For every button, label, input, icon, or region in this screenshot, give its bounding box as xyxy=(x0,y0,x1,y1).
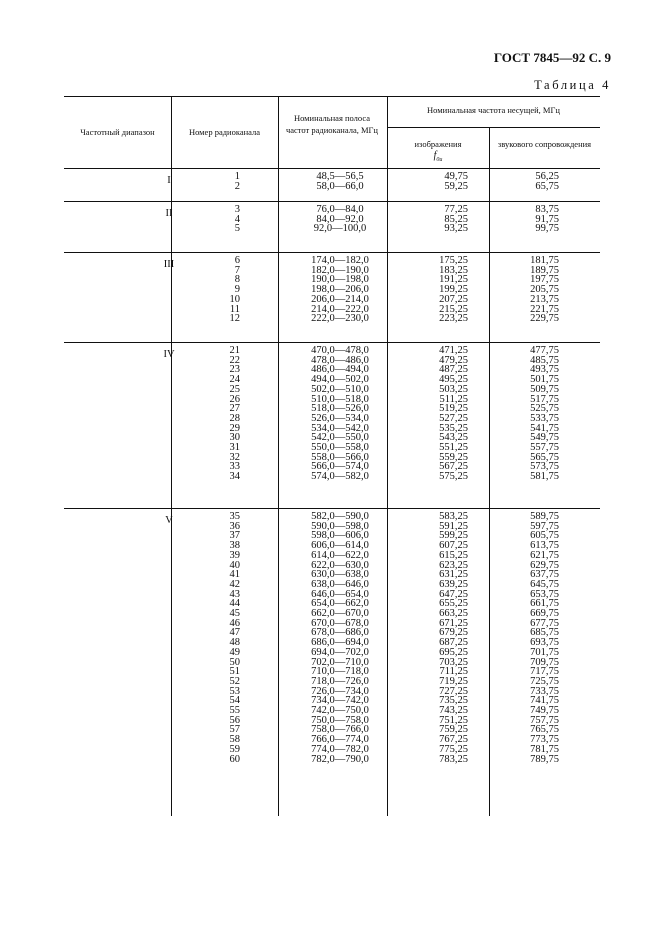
sound-carrier-cell: 757,75 xyxy=(530,714,559,726)
image-carrier-cell: 59,25 xyxy=(444,180,468,192)
sound-carrier-cell: 661,75 xyxy=(530,598,559,610)
channel-number-cell: 41 xyxy=(229,569,240,581)
channel-number-cell: 10 xyxy=(229,293,240,305)
channel-number-cell: 12 xyxy=(229,313,240,325)
channel-number-cell: 9 xyxy=(234,284,240,296)
image-carrier-cell: 49,75 xyxy=(444,171,468,182)
image-carrier-cell: 679,25 xyxy=(439,627,468,639)
header-channel: Номер радиоканала xyxy=(188,127,261,137)
header-range: Частотный диапазон xyxy=(80,127,155,137)
sound-carrier-cell: 65,75 xyxy=(535,180,559,192)
channel-number-cell: 25 xyxy=(229,383,240,395)
sound-carrier-cell: 557,75 xyxy=(530,442,559,453)
image-carrier-cell: 775,25 xyxy=(439,743,468,755)
image-carrier-cell: 551,25 xyxy=(439,442,468,453)
band-range-cell: 750,0—758,0 xyxy=(311,714,369,726)
image-carrier-cell: 671,25 xyxy=(439,617,468,629)
channel-number-cell: 37 xyxy=(229,530,240,542)
sound-carrier-cell: 605,75 xyxy=(530,530,559,542)
band-range-cell: 470,0—478,0 xyxy=(311,345,369,356)
sound-carrier-cell: 99,75 xyxy=(535,223,559,235)
channel-number-cell: 1 xyxy=(234,171,240,182)
band-range-cell: 84,0—92,0 xyxy=(316,213,364,225)
channel-number-cell: 21 xyxy=(229,345,240,356)
image-carrier-cell: 583,25 xyxy=(439,511,468,522)
header-image-symbol xyxy=(387,150,489,166)
image-carrier-cell: 471,25 xyxy=(439,345,468,356)
band-range-cell: 758,0—766,0 xyxy=(311,724,369,736)
band-range-cell: 76,0—84,0 xyxy=(316,204,364,215)
band-range-cell: 48,5—56,5 xyxy=(316,171,364,182)
band-range-cell: 622,0—630,0 xyxy=(311,559,369,571)
sound-carrier-cell: 573,75 xyxy=(530,461,559,473)
sound-carrier-cell: 621,75 xyxy=(530,549,559,561)
band-range-cell: 478,0—486,0 xyxy=(311,354,369,366)
band-range-cell: 182,0—190,0 xyxy=(311,264,369,276)
image-carrier-cell: 215,25 xyxy=(439,303,468,315)
image-carrier-cell: 511,25 xyxy=(439,393,468,405)
band-range-cell: 590,0—598,0 xyxy=(311,520,369,532)
sound-carrier-cell: 717,75 xyxy=(530,666,559,678)
image-carrier-cell: 183,25 xyxy=(439,264,468,276)
band-range-cell: 510,0—518,0 xyxy=(311,393,369,405)
image-carrier-cell: 175,25 xyxy=(439,255,468,266)
image-carrier-cell: 575,25 xyxy=(439,471,468,483)
channel-number-cell: 24 xyxy=(229,374,240,386)
sound-carrier-cell: 749,75 xyxy=(530,705,559,716)
image-carrier-cell: 567,25 xyxy=(439,461,468,473)
band-range-cell: 598,0—606,0 xyxy=(311,530,369,542)
band-range-cell: 534,0—542,0 xyxy=(311,422,369,434)
sound-carrier-cell: 773,75 xyxy=(530,734,559,746)
image-carrier-cell: 487,25 xyxy=(439,364,468,376)
sound-carrier-cell: 677,75 xyxy=(530,617,559,629)
sound-carrier-cell: 789,75 xyxy=(530,753,559,765)
band-separator-rule xyxy=(64,252,600,253)
channel-number-cell: 50 xyxy=(229,656,240,668)
band-range-cell: 174,0—182,0 xyxy=(311,255,369,266)
image-carrier-cell: 191,25 xyxy=(439,274,468,286)
channel-number-cell: 36 xyxy=(229,520,240,532)
band-range-cell: 678,0—686,0 xyxy=(311,627,369,639)
sound-carrier-cell: 597,75 xyxy=(530,520,559,532)
sound-carrier-cell: 629,75 xyxy=(530,559,559,571)
header-image xyxy=(387,138,489,166)
band-range-cell: 198,0—206,0 xyxy=(311,284,369,296)
band-range-cell: 662,0—670,0 xyxy=(311,608,369,619)
band-name: III xyxy=(163,259,175,270)
channel-number-cell: 2 xyxy=(234,180,240,192)
image-carrier-cell: 479,25 xyxy=(439,354,468,366)
channel-number-cell: 35 xyxy=(229,511,240,522)
sound-carrier-cell: 669,75 xyxy=(530,608,559,619)
table-row xyxy=(64,472,600,482)
image-carrier-cell: 695,25 xyxy=(439,646,468,658)
image-carrier-cell: 599,25 xyxy=(439,530,468,542)
sound-carrier-cell: 533,75 xyxy=(530,412,559,424)
header-bottom-rule xyxy=(64,168,600,169)
table-row xyxy=(64,224,600,234)
sound-carrier-cell: 477,75 xyxy=(530,345,559,356)
sound-carrier-cell: 189,75 xyxy=(530,264,559,276)
table-caption: Таблица 4 xyxy=(534,78,611,92)
image-carrier-cell: 647,25 xyxy=(439,588,468,600)
band-range-cell: 582,0—590,0 xyxy=(311,511,369,522)
channel-number-cell: 60 xyxy=(229,753,240,765)
image-carrier-cell: 527,25 xyxy=(439,412,468,424)
image-carrier-cell: 207,25 xyxy=(439,293,468,305)
page-header: ГОСТ 7845—92 С. 9 xyxy=(493,50,611,65)
band-separator-rule xyxy=(64,201,600,202)
channel-number-cell: 47 xyxy=(229,627,240,639)
channel-number-cell: 22 xyxy=(229,354,240,366)
channel-number-cell: 11 xyxy=(229,303,240,315)
channel-number-cell: 55 xyxy=(229,705,240,716)
sound-carrier-cell: 693,75 xyxy=(530,637,559,649)
sound-carrier-cell: 205,75 xyxy=(530,284,559,296)
image-carrier-cell: 495,25 xyxy=(439,374,468,386)
channel-number-cell: 57 xyxy=(229,724,240,736)
channel-number-cell: 58 xyxy=(229,734,240,746)
sound-carrier-cell: 589,75 xyxy=(530,511,559,522)
image-carrier-cell: 623,25 xyxy=(439,559,468,571)
table-row xyxy=(64,314,600,324)
band-range-cell: 654,0—662,0 xyxy=(311,598,369,610)
channel-number-cell: 45 xyxy=(229,608,240,619)
sound-carrier-cell: 701,75 xyxy=(530,646,559,658)
image-carrier-cell: 719,25 xyxy=(439,675,468,687)
sound-carrier-cell: 653,75 xyxy=(530,588,559,600)
channel-number-cell: 7 xyxy=(234,264,240,276)
band-range-cell: 486,0—494,0 xyxy=(311,364,369,376)
sound-carrier-cell: 581,75 xyxy=(530,471,559,483)
band-range-cell: 782,0—790,0 xyxy=(311,753,369,765)
image-carrier-cell: 85,25 xyxy=(444,213,468,225)
band-name: I xyxy=(167,175,171,186)
sound-carrier-cell: 56,25 xyxy=(535,171,559,182)
band-separator-rule xyxy=(64,508,600,509)
image-carrier-cell: 93,25 xyxy=(444,223,468,235)
band-range-cell: 702,0—710,0 xyxy=(311,656,369,668)
channel-number-cell: 23 xyxy=(229,364,240,376)
band-range-cell: 686,0—694,0 xyxy=(311,637,369,649)
band-range-cell: 542,0—550,0 xyxy=(311,432,369,444)
image-carrier-cell: 77,25 xyxy=(444,204,468,215)
sound-carrier-cell: 525,75 xyxy=(530,403,559,415)
header-image-label: изображения xyxy=(414,139,462,149)
image-carrier-cell: 727,25 xyxy=(439,685,468,697)
image-carrier-cell: 711,25 xyxy=(439,666,468,678)
channel-number-cell: 38 xyxy=(229,540,240,552)
band-range-cell: 494,0—502,0 xyxy=(311,374,369,386)
band-range-cell: 526,0—534,0 xyxy=(311,412,369,424)
channel-number-cell: 8 xyxy=(234,274,240,286)
band-name: V xyxy=(165,515,173,526)
image-carrier-cell: 223,25 xyxy=(439,313,468,325)
channel-number-cell: 32 xyxy=(229,451,240,463)
sound-carrier-cell: 645,75 xyxy=(530,578,559,590)
header-carrier: Номинальная частота несущей, МГц xyxy=(427,105,560,115)
channel-number-cell: 28 xyxy=(229,412,240,424)
band-range-cell: 606,0—614,0 xyxy=(311,540,369,552)
channel-number-cell: 44 xyxy=(229,598,240,610)
channel-number-cell: 53 xyxy=(229,685,240,697)
sound-carrier-cell: 685,75 xyxy=(530,627,559,639)
sound-carrier-cell: 613,75 xyxy=(530,540,559,552)
sound-carrier-cell: 637,75 xyxy=(530,569,559,581)
channel-number-cell: 26 xyxy=(229,393,240,405)
table-top-rule xyxy=(64,96,600,97)
band-range-cell: 214,0—222,0 xyxy=(311,303,369,315)
channel-number-cell: 59 xyxy=(229,743,240,755)
channel-number-cell: 31 xyxy=(229,442,240,453)
image-carrier-cell: 199,25 xyxy=(439,284,468,296)
sound-carrier-cell: 501,75 xyxy=(530,374,559,386)
image-carrier-cell: 503,25 xyxy=(439,383,468,395)
image-symbol-sub: 0и xyxy=(436,157,443,163)
image-carrier-cell: 639,25 xyxy=(439,578,468,590)
sound-carrier-cell: 181,75 xyxy=(530,255,559,266)
channel-number-cell: 52 xyxy=(229,675,240,687)
band-range-cell: 630,0—638,0 xyxy=(311,569,369,581)
channel-number-cell: 42 xyxy=(229,578,240,590)
image-carrier-cell: 759,25 xyxy=(439,724,468,736)
image-carrier-cell: 535,25 xyxy=(439,422,468,434)
channel-number-cell: 29 xyxy=(229,422,240,434)
image-carrier-cell: 615,25 xyxy=(439,549,468,561)
header-sound: звукового сопровождения xyxy=(497,139,592,149)
image-carrier-cell: 743,25 xyxy=(439,705,468,716)
sound-carrier-cell: 781,75 xyxy=(530,743,559,755)
image-carrier-cell: 663,25 xyxy=(439,608,468,619)
band-range-cell: 670,0—678,0 xyxy=(311,617,369,629)
band-range-cell: 638,0—646,0 xyxy=(311,578,369,590)
band-range-cell: 774,0—782,0 xyxy=(311,743,369,755)
band-range-cell: 502,0—510,0 xyxy=(311,383,369,395)
channel-number-cell: 4 xyxy=(234,213,240,225)
table-row xyxy=(64,182,600,192)
sound-carrier-cell: 709,75 xyxy=(530,656,559,668)
channel-number-cell: 49 xyxy=(229,646,240,658)
image-carrier-cell: 559,25 xyxy=(439,451,468,463)
band-separator-rule xyxy=(64,342,600,343)
image-carrier-cell: 655,25 xyxy=(439,598,468,610)
image-symbol-f: f xyxy=(433,150,437,161)
band-name: IV xyxy=(163,349,175,360)
channel-number-cell: 54 xyxy=(229,695,240,707)
channel-number-cell: 6 xyxy=(234,255,240,266)
channel-number-cell: 5 xyxy=(234,223,240,235)
band-range-cell: 742,0—750,0 xyxy=(311,705,369,716)
sound-carrier-cell: 485,75 xyxy=(530,354,559,366)
sound-carrier-cell: 565,75 xyxy=(530,451,559,463)
sound-carrier-cell: 83,75 xyxy=(535,204,559,215)
channel-number-cell: 3 xyxy=(234,204,240,215)
header-band: Номинальная полоса частот радиоканала, МГц xyxy=(285,113,378,135)
sound-carrier-cell: 765,75 xyxy=(530,724,559,736)
sound-carrier-cell: 213,75 xyxy=(530,293,559,305)
image-carrier-cell: 519,25 xyxy=(439,403,468,415)
image-carrier-cell: 591,25 xyxy=(439,520,468,532)
band-range-cell: 206,0—214,0 xyxy=(311,293,369,305)
band-range-cell: 222,0—230,0 xyxy=(311,313,369,325)
channel-number-cell: 40 xyxy=(229,559,240,571)
sound-carrier-cell: 197,75 xyxy=(530,274,559,286)
channel-number-cell: 39 xyxy=(229,549,240,561)
sound-carrier-cell: 741,75 xyxy=(530,695,559,707)
sound-carrier-cell: 493,75 xyxy=(530,364,559,376)
band-range-cell: 190,0—198,0 xyxy=(311,274,369,286)
channel-number-cell: 34 xyxy=(229,471,240,483)
image-carrier-cell: 631,25 xyxy=(439,569,468,581)
channel-number-cell: 43 xyxy=(229,588,240,600)
image-carrier-cell: 703,25 xyxy=(439,656,468,668)
image-carrier-cell: 735,25 xyxy=(439,695,468,707)
table-row xyxy=(64,755,600,765)
band-range-cell: 710,0—718,0 xyxy=(311,666,369,678)
image-carrier-cell: 543,25 xyxy=(439,432,468,444)
channel-number-cell: 56 xyxy=(229,714,240,726)
band-range-cell: 566,0—574,0 xyxy=(311,461,369,473)
band-range-cell: 92,0—100,0 xyxy=(313,223,367,235)
sound-carrier-cell: 517,75 xyxy=(530,393,559,405)
sound-carrier-cell: 541,75 xyxy=(530,422,559,434)
image-carrier-cell: 783,25 xyxy=(439,753,468,765)
channel-number-cell: 48 xyxy=(229,637,240,649)
channel-number-cell: 51 xyxy=(229,666,240,678)
band-range-cell: 58,0—66,0 xyxy=(316,180,364,192)
sound-carrier-cell: 725,75 xyxy=(530,675,559,687)
band-range-cell: 614,0—622,0 xyxy=(311,549,369,561)
sound-carrier-cell: 221,75 xyxy=(530,303,559,315)
sound-carrier-cell: 733,75 xyxy=(530,685,559,697)
sound-carrier-cell: 229,75 xyxy=(530,313,559,325)
sound-carrier-cell: 549,75 xyxy=(530,432,559,444)
band-range-cell: 734,0—742,0 xyxy=(311,695,369,707)
band-range-cell: 550,0—558,0 xyxy=(311,442,369,453)
channel-number-cell: 33 xyxy=(229,461,240,473)
band-range-cell: 574,0—582,0 xyxy=(311,471,369,483)
channel-number-cell: 27 xyxy=(229,403,240,415)
sound-carrier-cell: 91,75 xyxy=(535,213,559,225)
carrier-sub-rule xyxy=(387,127,600,128)
band-range-cell: 646,0—654,0 xyxy=(311,588,369,600)
channel-number-cell: 46 xyxy=(229,617,240,629)
band-name: II xyxy=(165,208,173,219)
band-range-cell: 558,0—566,0 xyxy=(311,451,369,463)
band-range-cell: 694,0—702,0 xyxy=(311,646,369,658)
band-range-cell: 726,0—734,0 xyxy=(311,685,369,697)
channel-number-cell: 30 xyxy=(229,432,240,444)
image-carrier-cell: 767,25 xyxy=(439,734,468,746)
sound-carrier-cell: 509,75 xyxy=(530,383,559,395)
band-range-cell: 718,0—726,0 xyxy=(311,675,369,687)
image-carrier-cell: 687,25 xyxy=(439,637,468,649)
image-carrier-cell: 607,25 xyxy=(439,540,468,552)
image-carrier-cell: 751,25 xyxy=(439,714,468,726)
band-range-cell: 518,0—526,0 xyxy=(311,403,369,415)
band-range-cell: 766,0—774,0 xyxy=(311,734,369,746)
